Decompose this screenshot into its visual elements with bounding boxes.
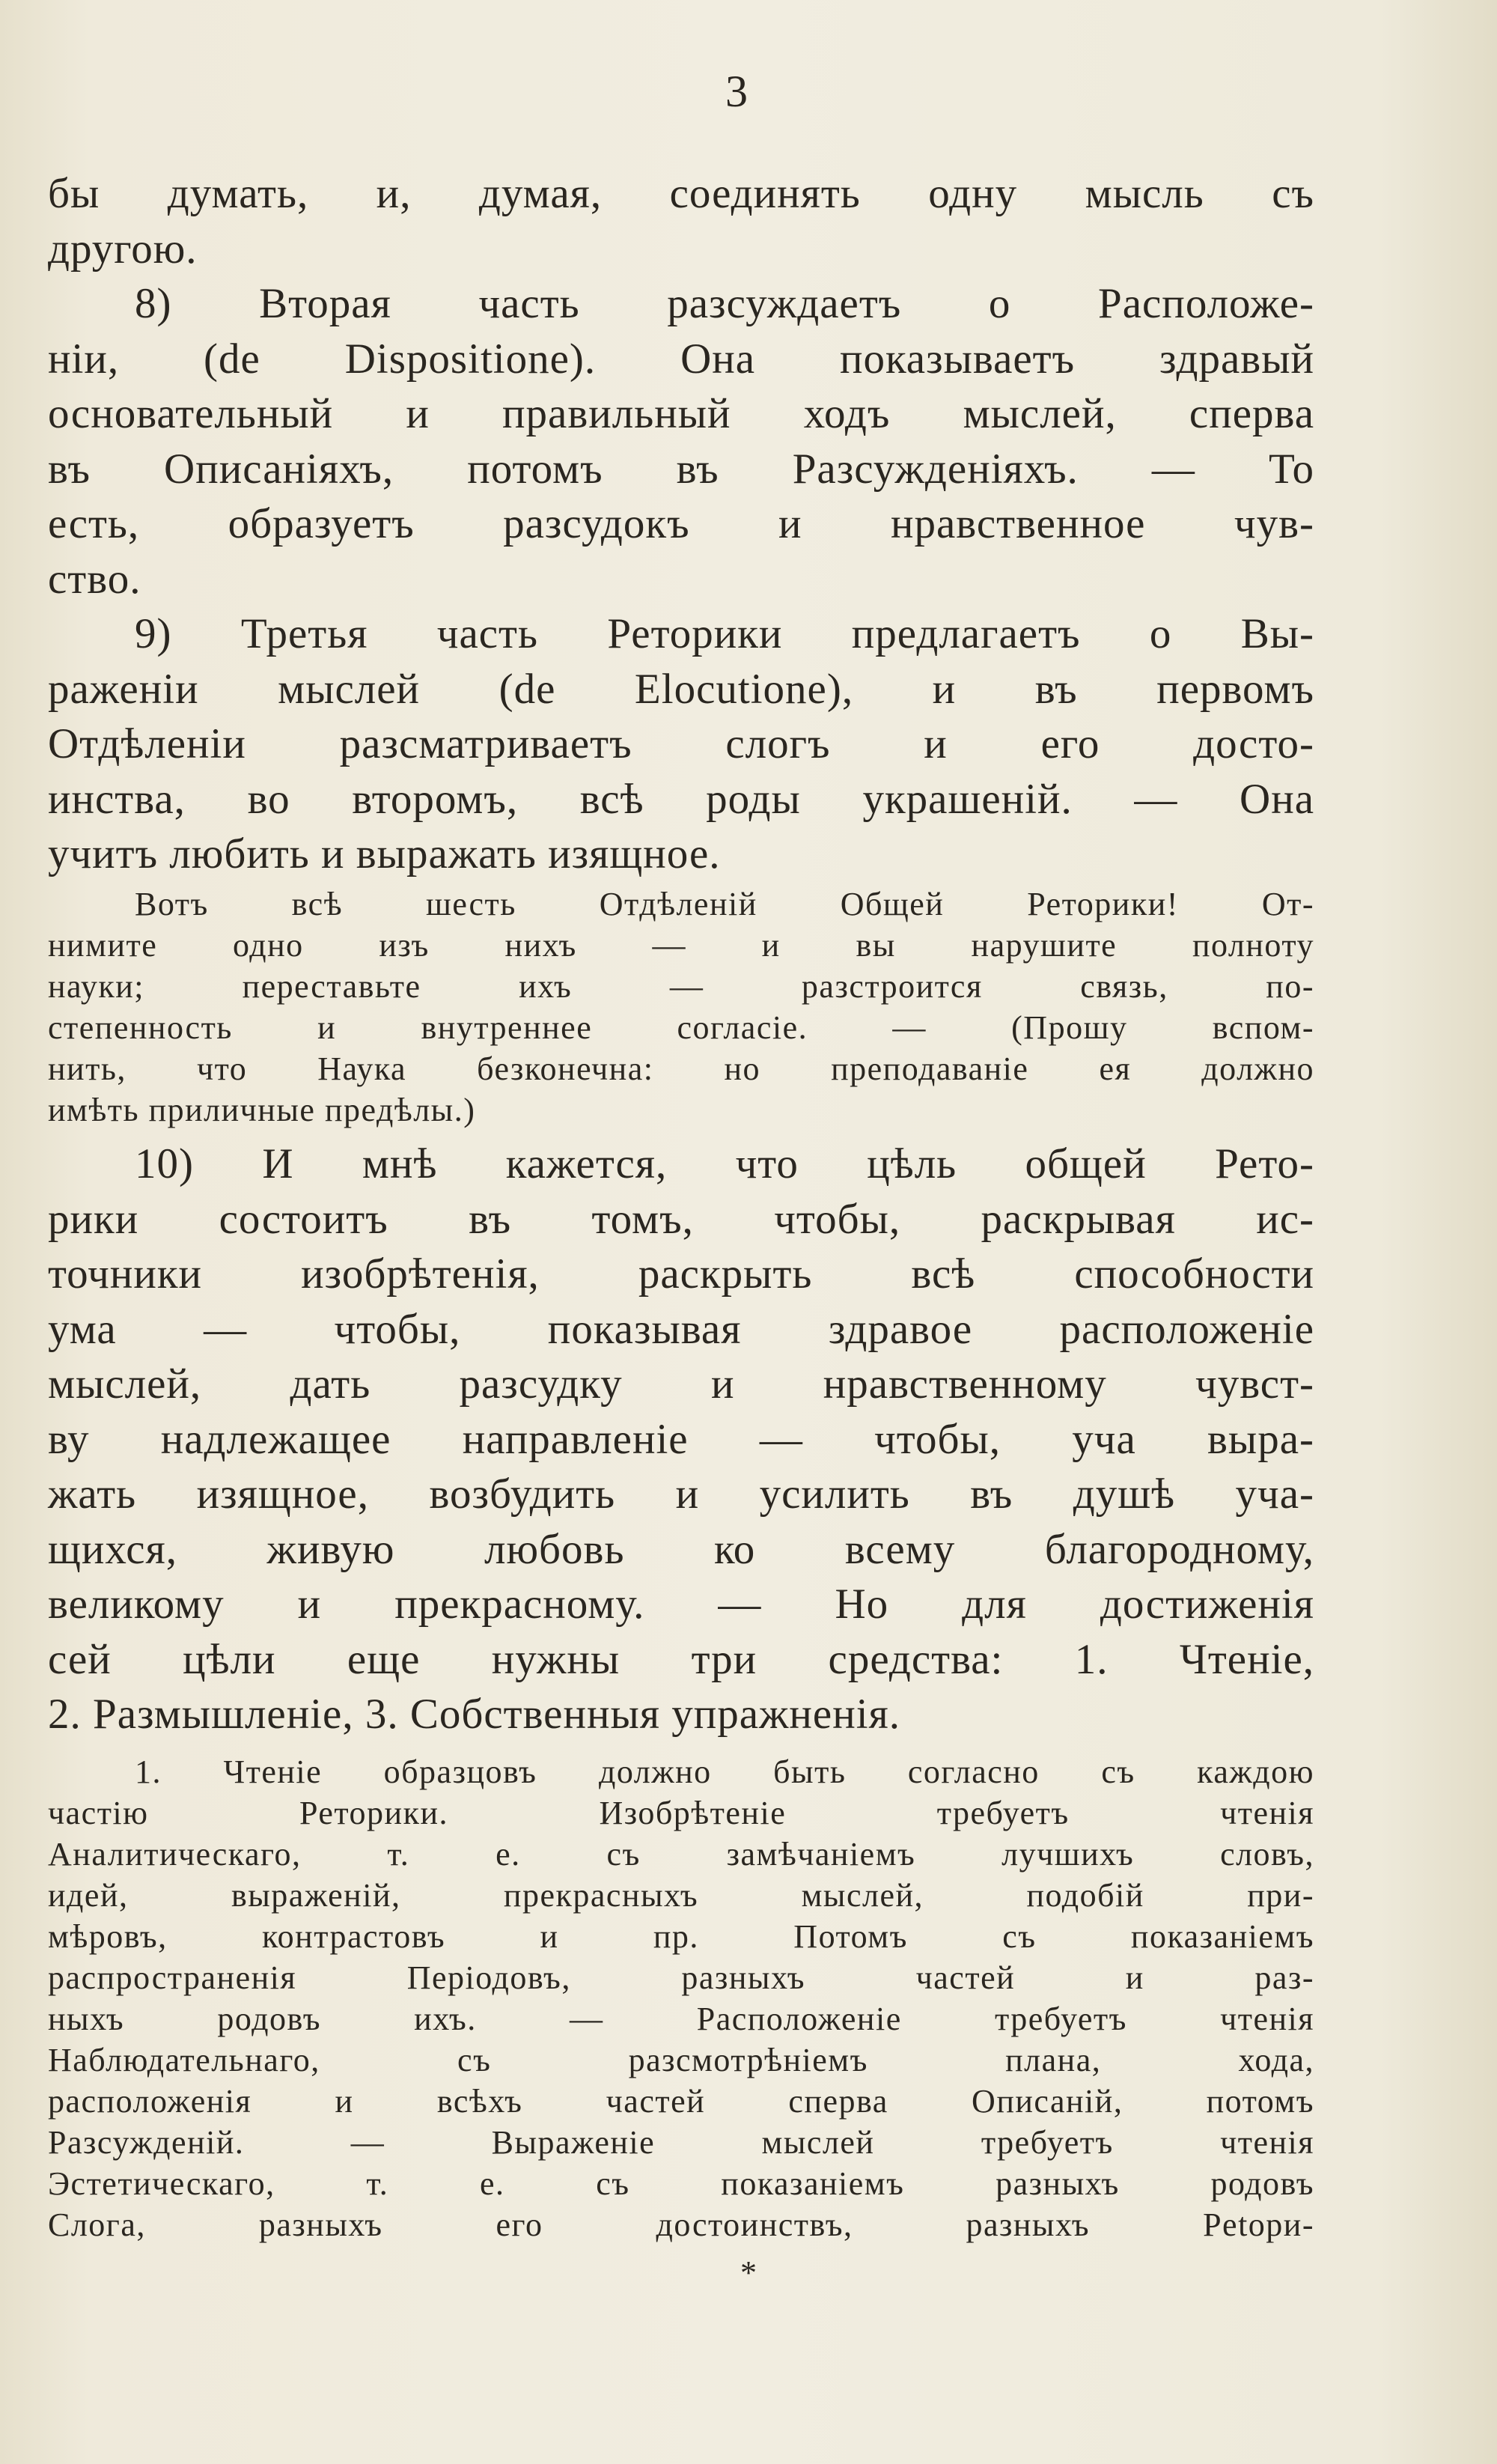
page-number: 3: [725, 67, 749, 116]
text-line: инства, во второмъ, всѣ роды украшеній. — Она: [48, 775, 1314, 823]
text-line: основательный и правильный ходъ мыслей, сперва: [48, 390, 1314, 437]
note-line: Эстетическаго, т. е. съ показаніемъ разныхъ родовъ: [48, 2165, 1314, 2202]
text-line: бы думать, и, думая, соединять одну мысль съ: [48, 170, 1314, 217]
text-line: точники изобрѣтенія, раскрыть всѣ способности: [48, 1250, 1314, 1298]
body-text-section-10: [48, 1137, 1314, 1742]
text-line: 2. Размышленіе, 3. Собственныя упражненія.: [48, 1691, 901, 1738]
text-line: есть, образуетъ разсудокъ и нравственное чув-: [48, 500, 1314, 547]
note-line: частію Реторики. Изобрѣтеніе требуетъ чтенія: [48, 1795, 1314, 1831]
note-line: Аналитическаго, т. е. съ замѣчаніемъ лучшихъ словъ,: [48, 1836, 1314, 1873]
text-line: сей цѣли еще нужны три средства: 1. Чтеніе,: [48, 1635, 1314, 1683]
footnote-block-1: [48, 883, 1314, 1131]
note-line: Наблюдательнаго, съ разсмотрѣніемъ плана, хода,: [48, 2042, 1314, 2078]
note-line: науки; переставьте ихъ — разстроится связь, по-: [48, 968, 1314, 1005]
text-line: мыслей, дать разсудку и нравственному чувст-: [48, 1360, 1314, 1408]
note-line: Слога, разныхъ его достоинствъ, разныхъ Petopи-: [48, 2206, 1314, 2243]
note-line: распространенія Періодовъ, разныхъ частей и раз-: [48, 1959, 1314, 1996]
text-line: учитъ любить и выражать изящное.: [48, 830, 721, 877]
note-line: нимите одно изъ нихъ — и вы нарушите полноту: [48, 927, 1314, 964]
text-line: 9) Третья часть Реторики предлагаетъ о Вы-: [135, 610, 1314, 657]
body-text-section-8-9: [48, 166, 1314, 882]
text-line: великому и прекрасному. — Но для достиженія: [48, 1581, 1314, 1628]
note-line: Разсужденій. — Выраженіе мыслей требуетъ чтенія: [48, 2124, 1314, 2161]
text-line: рики состоитъ въ томъ, чтобы, раскрывая ис-: [48, 1195, 1314, 1243]
footnote-block-2: [48, 1751, 1314, 2245]
note-line: мѣровъ, контрастовъ и пр. Потомъ съ показаніемъ: [48, 1918, 1314, 1955]
note-line: ныхъ родовъ ихъ. — Расположеніе требуетъ чтенія: [48, 2001, 1314, 2037]
signature-mark: *: [740, 2254, 757, 2291]
note-line: нить, что Наука безконечна: но преподаваніе ея должно: [48, 1050, 1314, 1087]
text-line: ву надлежащее направленіе — чтобы, уча выра-: [48, 1415, 1314, 1463]
text-line: другою.: [48, 225, 198, 273]
note-line: 1. Чтеніе образцовъ должно быть согласно съ каждою: [135, 1753, 1314, 1790]
text-line: жать изящное, возбудить и усилить въ душѣ уча-: [48, 1470, 1314, 1518]
text-line: раженіи мыслей (de Elocutione), и въ первомъ: [48, 665, 1314, 713]
text-line: щихся, живую любовь ко всему благородному,: [48, 1525, 1314, 1573]
text-line: въ Описаніяхъ, потомъ въ Разсужденіяхъ. — То: [48, 445, 1314, 493]
text-line: 10) И мнѣ кажется, что цѣль общей Рето-: [135, 1140, 1314, 1187]
text-line: ніи, (de Dispositione). Она показываетъ здравый: [48, 335, 1314, 383]
note-line: расположенія и всѣхъ частей сперва Описаній, потомъ: [48, 2083, 1314, 2120]
note-line: идей, выраженій, прекрасныхъ мыслей, подобій при-: [48, 1877, 1314, 1914]
text-line: 8) Вторая часть разсуждаетъ о Расположе-: [135, 280, 1314, 327]
note-line: степенность и внутреннее согласіе. — (Прошу вспом-: [48, 1009, 1314, 1046]
note-line: имѣть приличные предѣлы.): [48, 1092, 476, 1128]
text-line: ума — чтобы, показывая здравое расположеніе: [48, 1305, 1314, 1353]
note-line: Вотъ всѣ шесть Отдѣленій Общей Реторики! От-: [135, 886, 1314, 922]
text-line: Отдѣленіи разсматриваетъ слогъ и его досто-: [48, 720, 1314, 767]
text-line: ство.: [48, 555, 141, 603]
